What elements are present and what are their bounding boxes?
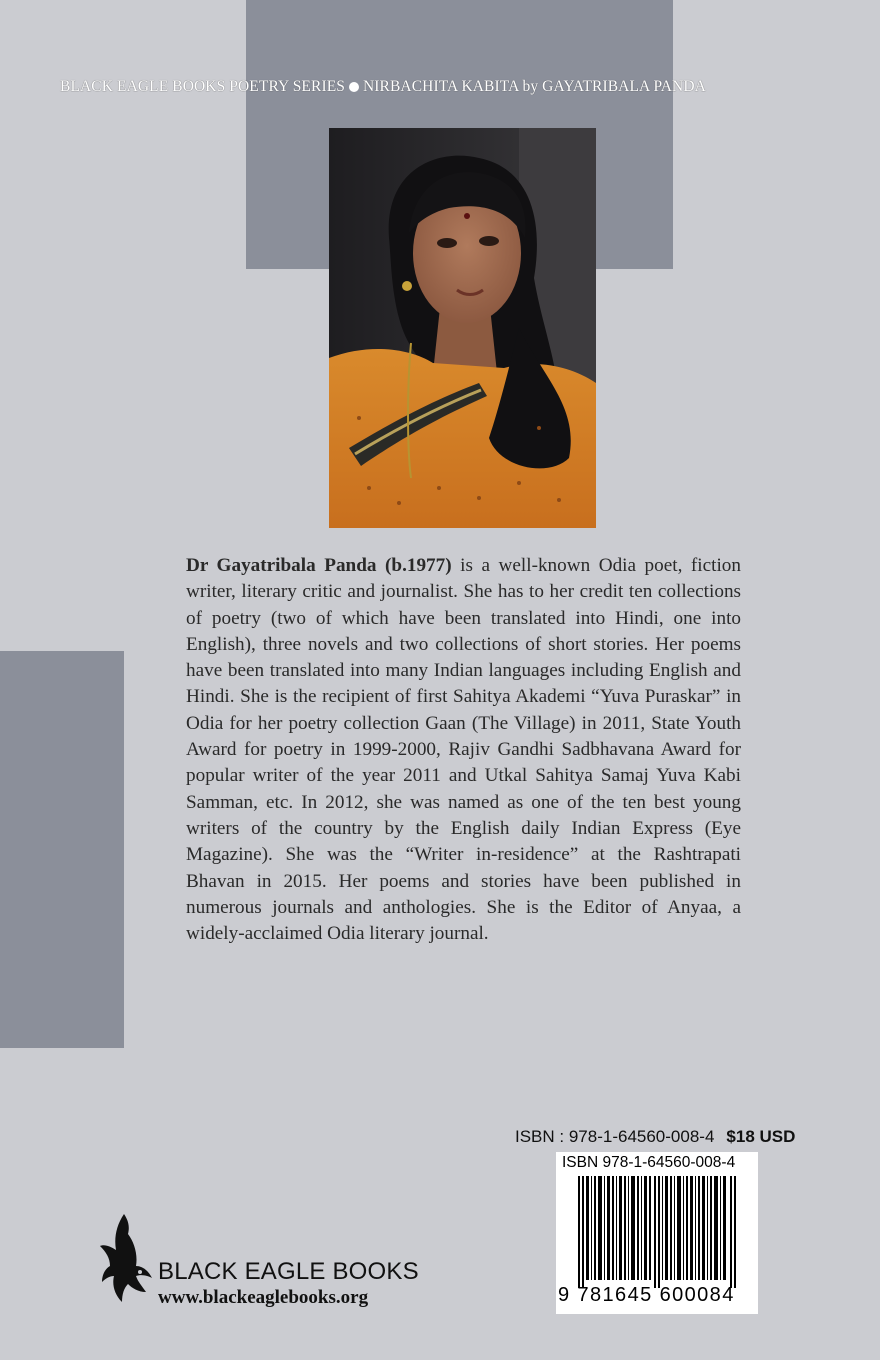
author-photo: [329, 128, 596, 528]
author-portrait-image: [329, 128, 596, 528]
barcode-isbn-text: ISBN 978-1-64560-008-4: [562, 1154, 736, 1171]
series-name: BLACK EAGLE BOOKS POETRY SERIES: [60, 78, 345, 95]
price-label: $18 USD: [726, 1127, 796, 1146]
biography-text: is a well-known Odia poet, fiction writer, literary critic and journalist. She has to her credit ten collections of poetry (two of which have been translated into Hindi, one into English), three novels and two collections of short stories. Her poems have been translated into many Indian languages including English and Hindi. She is the recipient of first Sahitya Akademi “Yuva Puraskar” in Odia for her poetry collection Gaan (The Village) in 2011, State Youth Award for poetry in 1999-2000, Rajiv Gandhi Sadbhavana Award for popular writer of the year 2011 and Utkal Sahitya Samaj Yuva Kabi Samman, etc. In 2012, she was named as one of the ten best young writers of the country by the English daily Indian Express (Eye Magazine). She was the “Writer in-residence” at the Rashtrapati Bhavan in 2015. Her poems and stories have been published in numerous journals and anthologies. She is the Editor of Anyaa, a widely-acclaimed Odia literary journal.: [186, 555, 741, 945]
publisher-url[interactable]: www.blackeaglebooks.org: [158, 1287, 369, 1308]
publisher-name: BLACK EAGLE BOOKS: [158, 1258, 419, 1285]
barcode: [556, 1152, 758, 1314]
author-name-bold: Dr Gayatribala Panda (b.1977): [186, 555, 452, 576]
isbn-label: ISBN : 978-1-64560-008-4: [515, 1127, 715, 1146]
isbn-price-line: [515, 1127, 815, 1147]
author-biography: [186, 553, 741, 947]
eagle-icon: [98, 1212, 154, 1309]
book-title-line: NIRBACHITA KABITA by GAYATRIBALA PANDA: [363, 78, 706, 95]
barcode-bars-graphic: [578, 1176, 738, 1288]
barcode-digits: 9 781645 600084: [558, 1284, 735, 1306]
decorative-block-left: [0, 651, 124, 1048]
series-header: [60, 78, 860, 96]
bullet-icon: [349, 82, 359, 92]
